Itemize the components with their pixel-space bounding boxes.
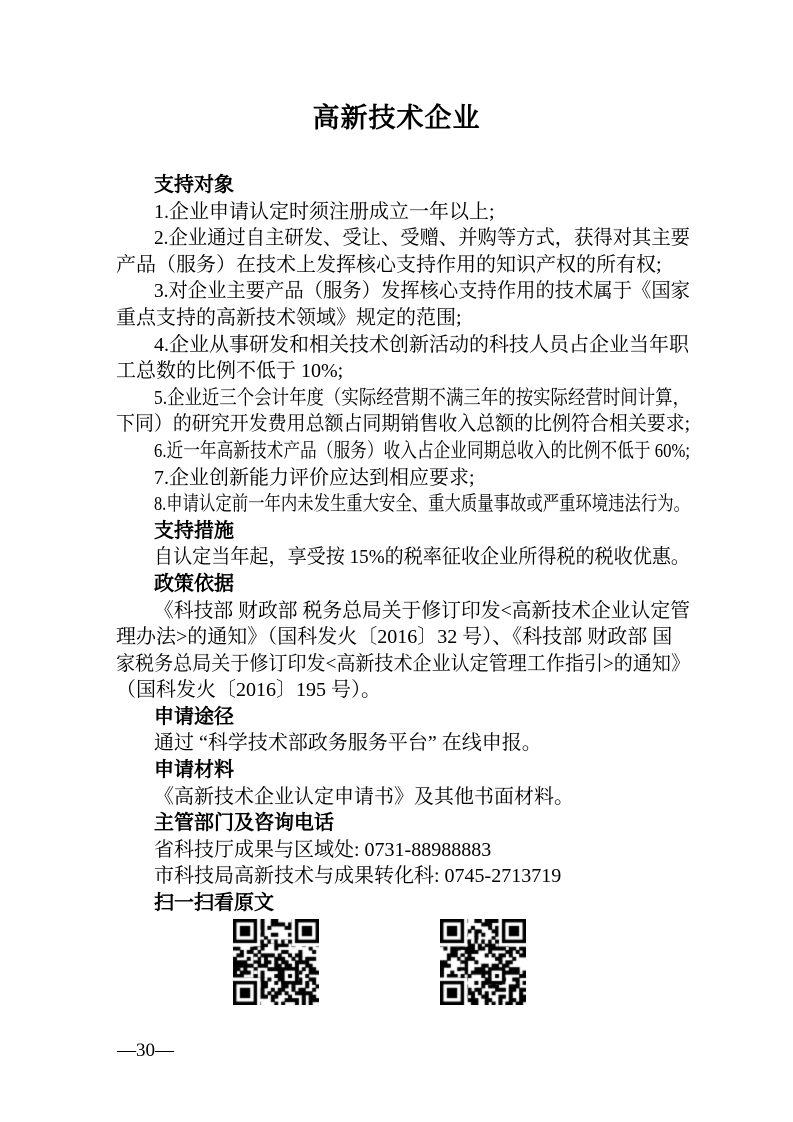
section-heading-support-targets: 支持对象	[154, 174, 234, 196]
doc-line: 7.企业创新能力评价应达到相应要求;	[154, 466, 475, 489]
doc-line: 工总数的比例不低于 10%;	[116, 360, 344, 383]
doc-line: 1.企业申请认定时须注册成立一年以上;	[154, 200, 495, 223]
doc-line: 6.近一年高新技术产品（服务）收入占企业同期总收入的比例不低于 60%;	[154, 439, 690, 462]
section-heading-scan-original: 扫一扫看原文	[154, 892, 274, 915]
doc-line: 产品（服务）在技术上发挥核心支持作用的知识产权的所有权;	[116, 253, 662, 276]
document-body	[116, 172, 690, 917]
doc-line: 重点支持的高新技术领域》规定的范围;	[116, 306, 462, 329]
page-number: —30—	[117, 1040, 174, 1061]
doc-line: 2.企业通过自主研发、受让、受赠、并购等方式，获得对其主要	[154, 227, 690, 250]
section-heading-application-channel: 申请途径	[154, 705, 234, 728]
doc-line: 《科技部 财政部 税务总局关于修订印发<高新技术企业认定管	[154, 599, 690, 622]
qr-code-right	[440, 919, 526, 1005]
section-heading-policy-basis: 政策依据	[154, 572, 234, 595]
doc-line-phone-city: 市科技局高新技术与成果转化科: 0745-2713719	[154, 865, 562, 888]
qr-code-left	[233, 919, 319, 1005]
doc-line: 家税务总局关于修订印发<高新技术企业认定管理工作指引>的通知》	[116, 652, 690, 675]
doc-line: （国科发火〔2016〕195 号）。	[116, 679, 381, 702]
doc-line: 自认定当年起，享受按 15%的税率征收企业所得税的税收优惠。	[154, 546, 690, 569]
section-heading-application-materials: 申请材料	[154, 759, 234, 782]
doc-line: 通过 “科学技术部政务服务平台” 在线申报。	[154, 732, 542, 755]
doc-line: 4.企业从事研发和相关技术创新活动的科技人员占企业当年职	[154, 333, 689, 356]
section-heading-support-measures: 支持措施	[154, 519, 234, 542]
doc-line-phone-province: 省科技厅成果与区域处: 0731-88988883	[154, 838, 492, 861]
doc-line: 《高新技术企业认定申请书》及其他书面材料。	[154, 785, 574, 808]
doc-line: 8.申请认定前一年内未发生重大安全、重大质量事故或严重环境违法行为。	[154, 493, 690, 516]
section-heading-authority-contact: 主管部门及咨询电话	[154, 812, 334, 835]
doc-line: 理办法>的通知》（国科发火〔2016〕32 号）、《科技部 财政部 国	[116, 626, 673, 649]
doc-line: 3.对企业主要产品（服务）发挥核心支持作用的技术属于《国家	[154, 280, 690, 303]
doc-line: 5.企业近三个会计年度（实际经营期不满三年的按实际经营时间计算，	[154, 386, 690, 409]
doc-line: 下同）的研究开发费用总额占同期销售收入总额的比例符合相关要求;	[116, 413, 690, 436]
page-title: 高新技术企业	[312, 103, 481, 133]
